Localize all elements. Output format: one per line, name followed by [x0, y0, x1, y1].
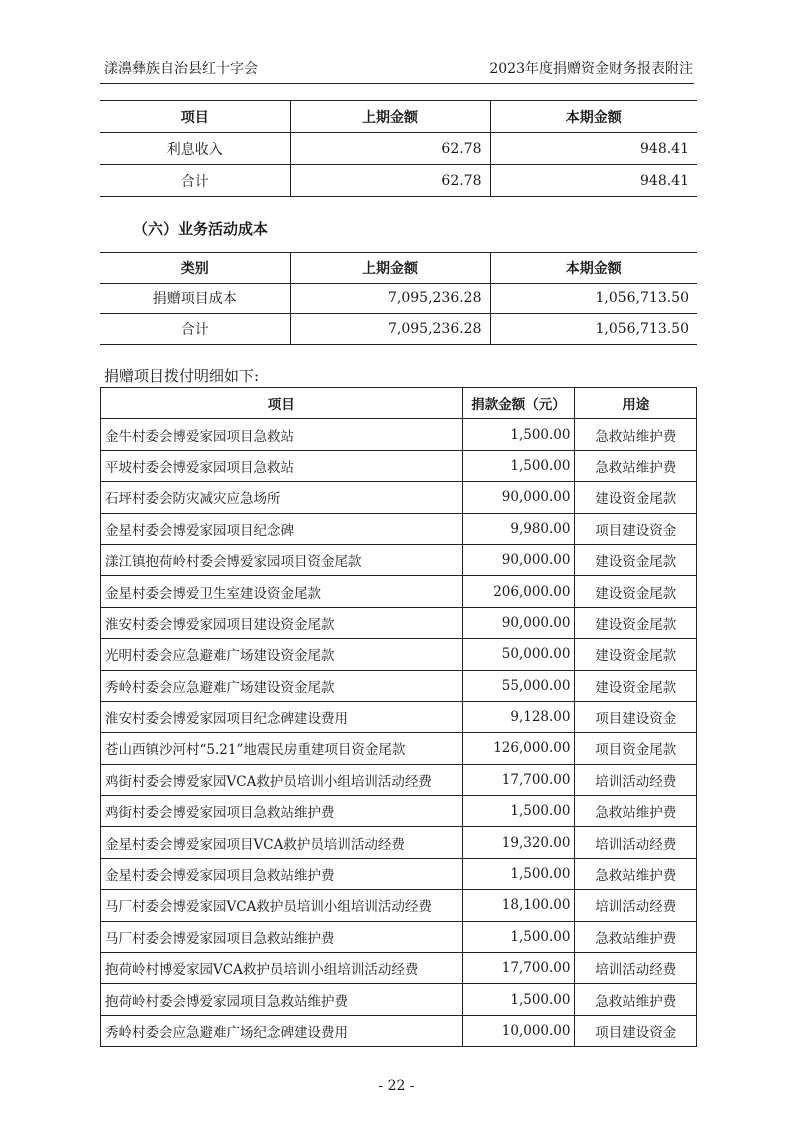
detail-intro: 捐赠项目拨付明细如下:: [104, 367, 260, 385]
project-name: 石坪村委会防灾减灾应急场所: [101, 482, 463, 513]
table-row: [101, 890, 697, 921]
prior-period-amount: 62.78: [290, 133, 490, 165]
usage: 培训活动经费: [575, 827, 697, 858]
usage: 项目建设资金: [575, 701, 697, 732]
table-row: [101, 796, 697, 827]
donation-amount: 1,500.00: [462, 984, 575, 1015]
table-row: [101, 576, 697, 607]
table-row: [101, 544, 697, 575]
table-row: [101, 733, 697, 764]
usage: 项目建设资金: [575, 513, 697, 544]
usage: 急救站维护费: [575, 921, 697, 952]
donation-amount: 17,700.00: [462, 953, 575, 984]
column-header: 项目: [101, 388, 463, 419]
usage: 急救站维护费: [575, 858, 697, 889]
usage: 培训活动经费: [575, 953, 697, 984]
column-header: 捐款金额（元）: [462, 388, 575, 419]
project-name: 金星村委会博爱家园项目纪念碑: [101, 513, 463, 544]
table-row: [100, 133, 697, 165]
table-header-row: [100, 101, 697, 133]
donation-amount: 50,000.00: [462, 639, 575, 670]
table-total-row: [100, 314, 697, 345]
donation-amount: 55,000.00: [462, 670, 575, 701]
table-row: [101, 1015, 697, 1046]
row-label: 合计: [100, 314, 290, 345]
table-row: [101, 670, 697, 701]
donation-amount: 1,500.00: [462, 419, 575, 450]
donation-amount: 9,128.00: [462, 701, 575, 732]
current-period-amount: 948.41: [490, 133, 697, 165]
table-row: [101, 701, 697, 732]
page-number: - 22 -: [378, 1078, 415, 1094]
header-divider: [100, 83, 694, 84]
row-label: 利息收入: [100, 133, 290, 165]
usage: 培训活动经费: [575, 890, 697, 921]
table-row: [101, 984, 697, 1015]
donation-amount: 206,000.00: [462, 576, 575, 607]
donation-detail-table: [100, 387, 697, 1047]
project-name: 淮安村委会博爱家园项目纪念碑建设费用: [101, 701, 463, 732]
current-period-amount: 1,056,713.50: [490, 314, 697, 345]
usage: 建设资金尾款: [575, 482, 697, 513]
project-name: 淮安村委会博爱家园项目建设资金尾款: [101, 607, 463, 638]
project-name: 抱荷岭村博爱家园VCA救护员培训小组培训活动经费: [101, 953, 463, 984]
table-row: [100, 283, 697, 314]
usage: 培训活动经费: [575, 764, 697, 795]
project-name: 苍山西镇沙河村“5.21”地震民房重建项目资金尾款: [101, 733, 463, 764]
project-name: 金星村委会博爱卫生室建设资金尾款: [101, 576, 463, 607]
prior-period-amount: 7,095,236.28: [290, 283, 490, 314]
section-title: （六）业务活动成本: [133, 220, 269, 238]
current-period-amount: 1,056,713.50: [490, 283, 697, 314]
header-organization: 漾濞彝族自治县红十字会: [104, 61, 258, 77]
usage: 急救站维护费: [575, 450, 697, 481]
table-row: [101, 450, 697, 481]
donation-amount: 17,700.00: [462, 764, 575, 795]
table-row: [101, 764, 697, 795]
donation-amount: 1,500.00: [462, 921, 575, 952]
project-name: 漾江镇抱荷岭村委会博爱家园项目资金尾款: [101, 544, 463, 575]
table-row: [101, 953, 697, 984]
column-header: 类别: [100, 253, 290, 284]
business-activity-cost-table: [100, 252, 697, 345]
table-row: [101, 827, 697, 858]
donation-amount: 18,100.00: [462, 890, 575, 921]
project-name: 秀岭村委会应急避难广场建设资金尾款: [101, 670, 463, 701]
project-name: 平坡村委会博爱家园项目急救站: [101, 450, 463, 481]
donation-amount: 1,500.00: [462, 796, 575, 827]
project-name: 马厂村委会博爱家园VCA救护员培训小组培训活动经费: [101, 890, 463, 921]
donation-amount: 19,320.00: [462, 827, 575, 858]
column-header: 项目: [100, 101, 290, 133]
usage: 建设资金尾款: [575, 576, 697, 607]
usage: 项目资金尾款: [575, 733, 697, 764]
table-row: [101, 419, 697, 450]
usage: 建设资金尾款: [575, 639, 697, 670]
current-period-amount: 948.41: [490, 165, 697, 197]
project-name: 马厂村委会博爱家园项目急救站维护费: [101, 921, 463, 952]
donation-amount: 90,000.00: [462, 607, 575, 638]
table-header-row: [101, 388, 697, 419]
header-report-title: 2023年度捐赠资金财务报表附注: [489, 61, 693, 77]
column-header: 上期金额: [290, 253, 490, 284]
column-header: 用途: [575, 388, 697, 419]
table-row: [101, 858, 697, 889]
row-label: 合计: [100, 165, 290, 197]
usage: 急救站维护费: [575, 796, 697, 827]
usage: 急救站维护费: [575, 984, 697, 1015]
usage: 建设资金尾款: [575, 544, 697, 575]
donation-amount: 1,500.00: [462, 450, 575, 481]
donation-amount: 90,000.00: [462, 482, 575, 513]
project-name: 鸡街村委会博爱家园VCA救护员培训小组培训活动经费: [101, 764, 463, 795]
project-name: 金牛村委会博爱家园项目急救站: [101, 419, 463, 450]
table-row: [101, 482, 697, 513]
usage: 急救站维护费: [575, 419, 697, 450]
table-row: [101, 607, 697, 638]
interest-income-table: [100, 100, 697, 197]
usage: 建设资金尾款: [575, 670, 697, 701]
row-label: 捐赠项目成本: [100, 283, 290, 314]
prior-period-amount: 62.78: [290, 165, 490, 197]
project-name: 鸡街村委会博爱家园项目急救站维护费: [101, 796, 463, 827]
table-total-row: [100, 165, 697, 197]
donation-amount: 1,500.00: [462, 858, 575, 889]
table-row: [101, 921, 697, 952]
table-row: [101, 639, 697, 670]
donation-amount: 10,000.00: [462, 1015, 575, 1046]
column-header: 本期金额: [490, 253, 697, 284]
project-name: 光明村委会应急避难广场建设资金尾款: [101, 639, 463, 670]
table-header-row: [100, 253, 697, 284]
project-name: 抱荷岭村委会博爱家园项目急救站维护费: [101, 984, 463, 1015]
project-name: 金星村委会博爱家园项目VCA救护员培训活动经费: [101, 827, 463, 858]
prior-period-amount: 7,095,236.28: [290, 314, 490, 345]
column-header: 上期金额: [290, 101, 490, 133]
donation-amount: 9,980.00: [462, 513, 575, 544]
usage: 建设资金尾款: [575, 607, 697, 638]
column-header: 本期金额: [490, 101, 697, 133]
donation-amount: 126,000.00: [462, 733, 575, 764]
donation-amount: 90,000.00: [462, 544, 575, 575]
project-name: 秀岭村委会应急避难广场纪念碑建设费用: [101, 1015, 463, 1046]
project-name: 金星村委会博爱家园项目急救站维护费: [101, 858, 463, 889]
table-row: [101, 513, 697, 544]
usage: 项目建设资金: [575, 1015, 697, 1046]
